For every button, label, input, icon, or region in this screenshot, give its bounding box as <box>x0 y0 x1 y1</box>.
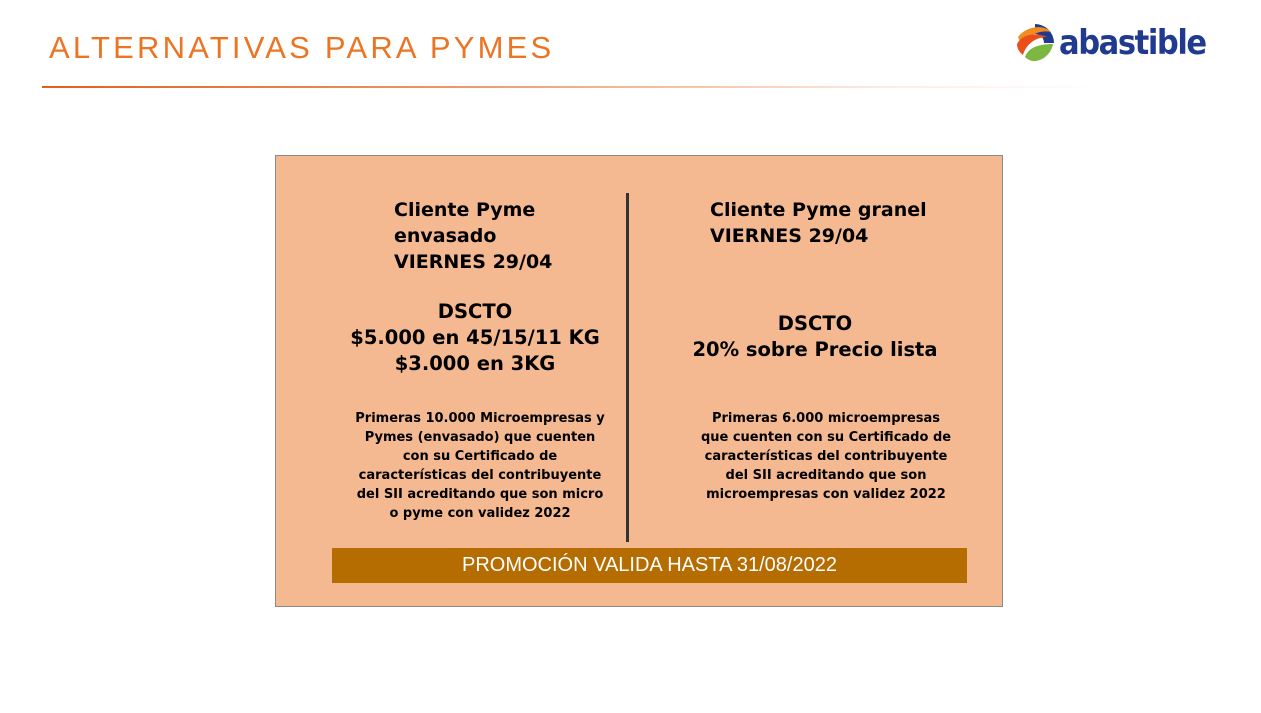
column-divider <box>626 193 629 542</box>
right-condition-line: características del contribuyente <box>704 449 948 464</box>
right-heading-line: Cliente Pyme granel <box>710 199 927 221</box>
right-heading-line: VIERNES 29/04 <box>710 225 869 247</box>
left-condition-line: características del contribuyente <box>358 468 602 483</box>
right-discount <box>676 311 954 363</box>
left-heading-line: Cliente Pyme <box>394 199 536 221</box>
right-condition-line: que cuenten con su Certificado de <box>700 430 952 445</box>
offer-panel <box>275 155 1003 607</box>
left-discount-line: $5.000 en 45/15/11 KG <box>350 326 600 349</box>
left-condition-line: Pymes (envasado) que cuenten <box>364 430 596 445</box>
promo-banner <box>332 548 967 583</box>
left-condition-line: del SII acreditando que son micro <box>356 487 604 502</box>
left-condition-line: con su Certificado de <box>402 449 558 464</box>
left-condition-line: o pyme con validez 2022 <box>389 506 571 521</box>
left-discount <box>332 299 618 377</box>
left-discount-line: $3.000 en 3KG <box>394 352 556 375</box>
abastible-flame-logo-icon <box>1014 22 1056 64</box>
logo-wordmark: abastible <box>1059 23 1206 63</box>
right-discount-line: 20% sobre Precio lista <box>692 338 938 361</box>
promo-text: PROMOCIÓN VALIDA HASTA 31/08/2022 <box>462 554 837 576</box>
right-conditions <box>680 409 972 504</box>
title-divider <box>42 86 1100 88</box>
right-condition-line: del SII acreditando que son <box>725 468 927 483</box>
right-condition-line: Primeras 6.000 microempresas <box>711 411 941 426</box>
right-discount-line: DSCTO <box>777 312 853 335</box>
left-discount-line: DSCTO <box>437 300 513 323</box>
left-conditions <box>336 409 624 523</box>
right-condition-line: microempresas con validez 2022 <box>706 487 946 502</box>
left-condition-line: Primeras 10.000 Microempresas y <box>355 411 605 426</box>
brand-logo <box>1014 20 1222 66</box>
left-heading <box>394 197 552 275</box>
left-heading-line: VIERNES 29/04 <box>394 251 553 273</box>
page-title: ALTERNATIVAS PARA PYMES <box>49 30 555 65</box>
right-heading <box>710 197 927 249</box>
left-heading-line: envasado <box>394 225 497 247</box>
